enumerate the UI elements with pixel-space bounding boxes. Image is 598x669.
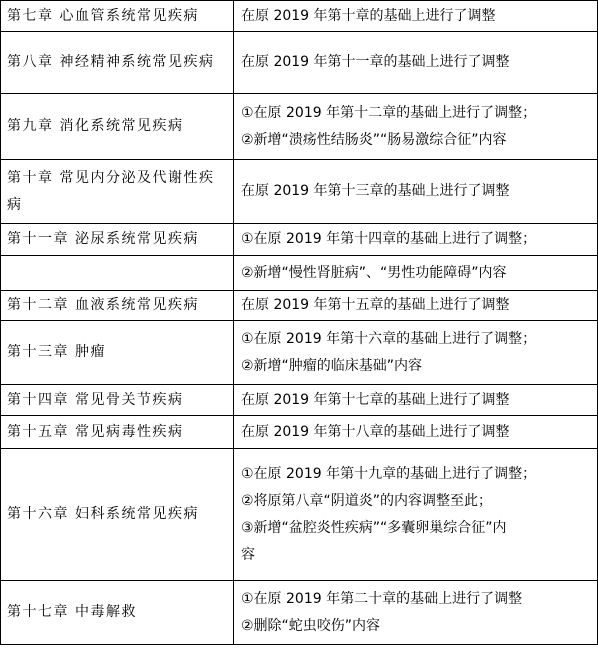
table-row [1,32,598,94]
change-line: ③新增“盆腔炎性疾病”“多囊卵巢综合征”内 [241,519,507,536]
change-line: ①在原 2019 年第十六章的基础上进行了调整； [241,330,537,347]
change-line: ②将原第八章“阴道炎”的内容调整至此； [241,492,493,509]
chapter-cell: 第十五章 常见病毒性疾病 [1,416,234,449]
change-cell [234,321,598,385]
chapter-cell: 第八章 神经精神系统常见疾病 [1,32,234,94]
change-cell [234,160,598,224]
change-cell [234,32,598,94]
change-line: ①在原 2019 年第十四章的基础上进行了调整； [241,231,537,247]
change-cell [234,224,598,256]
change-line: ②删除“蛇虫咬伤”内容 [241,617,381,634]
chapter-cell: 第十二章 血液系统常见疾病 [1,291,234,321]
table-row [1,449,598,581]
change-cell [234,94,598,160]
table-row [1,581,598,645]
change-cell [234,291,598,321]
chapter-cell: 第九章 消化系统常见疾病 [1,94,234,160]
chapter-cell: 第七章 心血管系统常见疾病 [1,1,234,32]
change-line: 在原 2019 年第十八章的基础上进行了调整 [241,423,510,440]
chapter-cell: 第十一章 泌尿系统常见疾病 [1,224,234,256]
table-row [1,256,598,291]
change-line: ①在原 2019 年第十二章的基础上进行了调整； [241,104,537,121]
chapter-cell: 第十四章 常见骨关节疾病 [1,385,234,416]
change-cell [234,385,598,416]
change-line: 容 [241,546,255,563]
change-cell [234,256,598,291]
change-line: 在原 2019 年第十一章的基础上进行了调整 [241,54,510,70]
change-line: ②新增“溃疡性结肠炎”“肠易激综合征”内容 [241,131,507,148]
change-cell [234,1,598,32]
table-row [1,224,598,256]
table-row [1,291,598,321]
table-row [1,385,598,416]
table-row [1,416,598,449]
change-line: ②新增“慢性肾脏病”、“男性功能障碍”内容 [241,264,507,281]
change-line: ①在原 2019 年第二十章的基础上进行了调整 [241,590,523,607]
change-line: ①在原 2019 年第十九章的基础上进行了调整； [241,465,537,482]
chapter-cell: 第十章 常见内分泌及代谢性疾病 [1,160,234,224]
table-row [1,321,598,385]
chapter-cell [1,256,234,291]
change-line: ②新增“肿瘤的临床基础”内容 [241,357,423,374]
chapter-cell: 第十七章 中毒解救 [1,581,234,645]
change-line: 在原 2019 年第十五章的基础上进行了调整 [241,297,510,313]
change-line: 在原 2019 年第十七章的基础上进行了调整 [241,391,510,408]
chapter-cell: 第十三章 肿瘤 [1,321,234,385]
change-cell [234,581,598,645]
change-line: 在原 2019 年第十章的基础上进行了调整 [241,7,496,24]
table-row [1,1,598,32]
chapter-cell: 第十六章 妇科系统常见疾病 [1,449,234,581]
change-cell [234,449,598,581]
table-row [1,94,598,160]
change-line: 在原 2019 年第十三章的基础上进行了调整 [241,183,510,199]
table-row [1,160,598,224]
change-cell [234,416,598,449]
